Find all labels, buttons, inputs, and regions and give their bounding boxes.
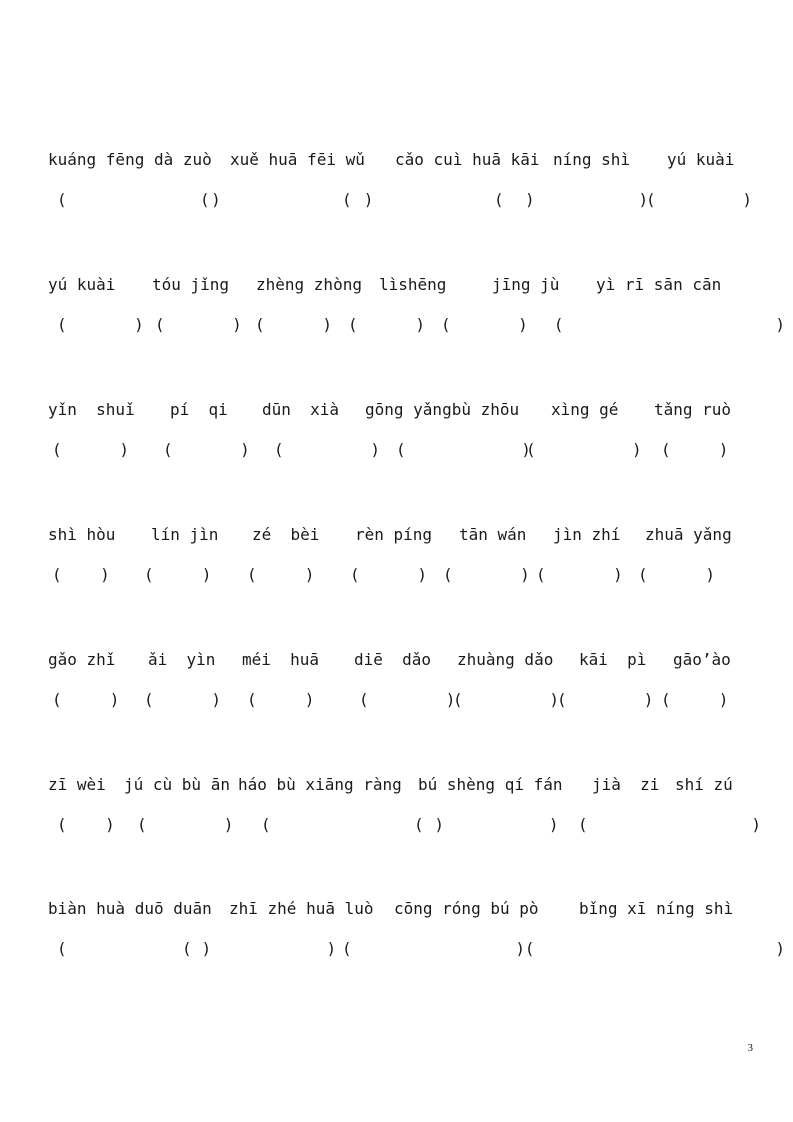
exercise-row-5 — [0, 650, 793, 710]
pinyin-item: kāi pì — [579, 650, 647, 669]
answer-blank: ( ) — [441, 315, 528, 334]
answer-blank: ( ) — [57, 315, 144, 334]
answer-blank: ( ) — [163, 440, 250, 459]
pinyin-item: háo bù xiāng ràng — [238, 775, 402, 794]
answer-blank: ( ) — [57, 939, 212, 958]
answer-blank: ( ) — [494, 190, 649, 209]
answer-blank: ( ) — [348, 315, 426, 334]
pinyin-item: tóu jǐng — [152, 275, 230, 294]
answer-blank: ( ) — [396, 440, 531, 459]
answer-blank: ( ) — [52, 440, 130, 459]
answer-blank: ( ) — [553, 315, 785, 334]
answer-blank: ( ) — [526, 440, 642, 459]
pinyin-item: yú kuài — [667, 150, 735, 169]
answer-blank: ( ) — [144, 565, 212, 584]
pinyin-item: diē dǎo — [354, 650, 432, 669]
answer-blank: ( ) — [557, 690, 654, 709]
pinyin-item: zhèng zhòng — [256, 275, 362, 294]
exercise-row-7 — [0, 899, 793, 959]
answer-blank: ( ) — [342, 190, 535, 209]
pinyin-item: bú shèng qí fán — [418, 775, 563, 794]
pinyin-item: jìn zhí — [553, 525, 621, 544]
answer-blank: ( ) — [350, 565, 428, 584]
pinyin-item: zhuàng dǎo — [457, 650, 554, 669]
answer-blank: ( ) — [453, 690, 559, 709]
pinyin-item: níng shì — [553, 150, 631, 169]
answer-blank: ( ) — [247, 565, 315, 584]
answer-blank: ( ) — [155, 315, 242, 334]
answer-blank: ( ) — [646, 190, 752, 209]
answer-blank: ( ) — [661, 690, 729, 709]
pinyin-item: yú kuài — [48, 275, 116, 294]
answer-blank: ( ) — [638, 565, 716, 584]
answer-blank: ( ) — [247, 690, 315, 709]
exercise-row-4 — [0, 525, 793, 585]
pinyin-item: zhī zhé huā luò — [229, 899, 374, 918]
answer-blank: ( ) — [261, 815, 445, 834]
answer-blank: ( ) — [578, 815, 762, 834]
exercise-row-3 — [0, 400, 793, 460]
pinyin-item: pí qi — [170, 400, 228, 419]
pinyin-item: zhuā yǎng — [645, 525, 732, 544]
answer-blank: ( ) — [52, 690, 120, 709]
pinyin-item: rèn píng — [355, 525, 433, 544]
answer-blank: ( ) — [342, 939, 526, 958]
answer-blank: ( ) — [200, 190, 374, 209]
answer-blank: ( ) — [57, 190, 221, 209]
pinyin-item: gōng yǎngbù zhōu — [365, 400, 520, 419]
answer-blank: ( ) — [359, 690, 456, 709]
answer-blank: ( ) — [661, 440, 729, 459]
exercise-row-2 — [0, 275, 793, 335]
pinyin-item: tǎng ruò — [654, 400, 732, 419]
pinyin-item: jú cù bù ān — [124, 775, 230, 794]
pinyin-item: lìshēng — [379, 275, 447, 294]
pinyin-item: shì hòu — [48, 525, 116, 544]
answer-blank: ( ) — [57, 815, 115, 834]
pinyin-item: jià zi — [592, 775, 660, 794]
pinyin-item: ǎi yìn — [148, 650, 216, 669]
pinyin-item: biàn huà duō duān — [48, 899, 212, 918]
answer-blank: ( ) — [137, 815, 234, 834]
pinyin-item: yì rī sān cān — [596, 275, 722, 294]
answer-blank: ( ) — [524, 939, 785, 958]
pinyin-item: xìng gé — [551, 400, 619, 419]
pinyin-item: bǐng xī níng shì — [579, 899, 734, 918]
pinyin-item: gāo’ào — [673, 650, 731, 669]
pinyin-item: cǎo cuì huā kāi — [395, 150, 540, 169]
exercise-row-1 — [0, 150, 793, 210]
pinyin-item: gǎo zhǐ — [48, 650, 116, 669]
answer-blank: ( ) — [182, 939, 337, 958]
answer-blank: ( ) — [255, 315, 333, 334]
pinyin-item: kuáng fēng dà zuò — [48, 150, 212, 169]
answer-blank: ( ) — [414, 815, 559, 834]
pinyin-item: yǐn shuǐ — [48, 400, 135, 419]
pinyin-item: tān wán — [459, 525, 527, 544]
pinyin-item: dūn xià — [262, 400, 340, 419]
exercise-row-6 — [0, 775, 793, 835]
pinyin-item: shí zú — [675, 775, 733, 794]
pinyin-item: zé bèi — [252, 525, 320, 544]
pinyin-item: jīng jù — [492, 275, 560, 294]
answer-blank: ( ) — [536, 565, 623, 584]
pinyin-item: cōng róng bú pò — [394, 899, 539, 918]
pinyin-item: lín jìn — [151, 525, 219, 544]
answer-blank: ( ) — [274, 440, 380, 459]
pinyin-item: méi huā — [242, 650, 320, 669]
pinyin-item: zī wèi — [48, 775, 106, 794]
pinyin-item: xuě huā fēi wǔ — [230, 150, 365, 169]
answer-blank: ( ) — [443, 565, 530, 584]
page-number: 3 — [747, 1042, 753, 1054]
answer-blank: ( ) — [52, 565, 110, 584]
answer-blank: ( ) — [144, 690, 222, 709]
